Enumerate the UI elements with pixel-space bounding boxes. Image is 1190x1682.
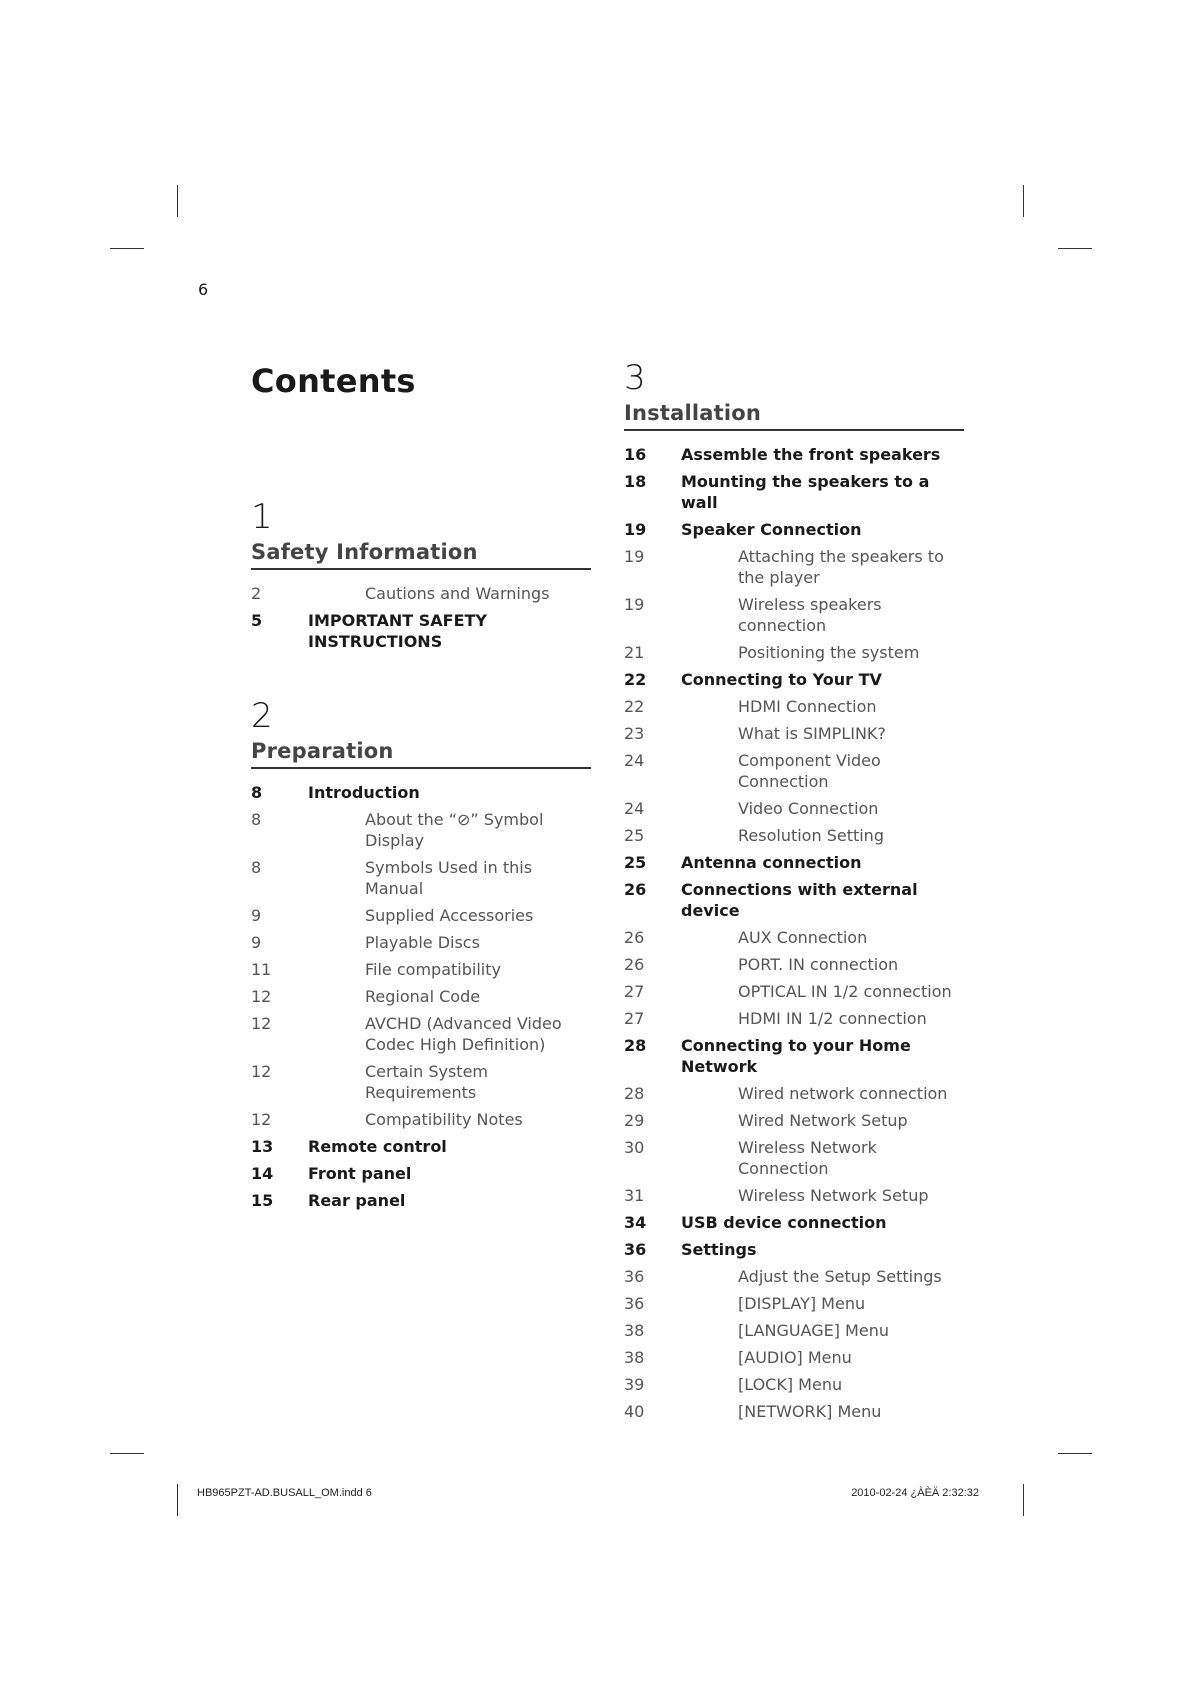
toc-list: [251, 782, 591, 1211]
toc-entry[interactable]: [624, 1347, 964, 1368]
toc-entry-text: Certain System Requirements: [365, 1062, 489, 1102]
toc-entry-text: Video Connection: [738, 799, 879, 818]
toc-page-number: 12: [251, 987, 272, 1006]
toc-entry-text: Compatibility Notes: [365, 1110, 523, 1129]
toc-entry-text: Attaching the speakers to the player: [738, 547, 944, 587]
toc-entry[interactable]: [624, 981, 964, 1002]
toc-entry[interactable]: [251, 1013, 591, 1055]
toc-entry-text: IMPORTANT SAFETY INSTRUCTIONS: [308, 611, 487, 651]
toc-page-number: 26: [624, 955, 645, 974]
toc-entry[interactable]: [624, 1083, 964, 1104]
toc-page-number: 2: [251, 584, 262, 603]
toc-entry[interactable]: [624, 546, 964, 588]
toc-entry[interactable]: [624, 1374, 964, 1395]
toc-page-number: 38: [624, 1348, 645, 1367]
toc-entry-text: Connecting to Your TV: [681, 670, 882, 689]
toc-page-number: 9: [251, 933, 262, 952]
section-number: 2: [251, 696, 273, 736]
toc-page-number: 39: [624, 1375, 645, 1394]
toc-entry[interactable]: [251, 583, 591, 604]
toc-entry-text: AVCHD (Advanced Video Codec High Definition): [365, 1014, 562, 1054]
toc-entry-text: Wireless speakers connection: [738, 595, 882, 635]
toc-page-number: 11: [251, 960, 272, 979]
toc-page-number: 19: [624, 520, 647, 539]
toc-entry-text: What is SIMPLINK?: [738, 724, 886, 743]
toc-page-number: 8: [251, 810, 262, 829]
toc-entry[interactable]: [624, 1212, 964, 1233]
toc-page-number: 40: [624, 1402, 645, 1421]
section-title: Preparation: [251, 738, 591, 769]
footer-file-info: HB965PZT-AD.BUSALL_OM.indd 6: [197, 1487, 372, 1499]
toc-entry[interactable]: [251, 932, 591, 953]
toc-entry[interactable]: [624, 750, 964, 792]
toc-entry[interactable]: [624, 798, 964, 819]
toc-entry-text: Regional Code: [365, 987, 481, 1006]
toc-entry-text: Speaker Connection: [681, 520, 862, 539]
toc-entry-text: Wired network connection: [738, 1084, 948, 1103]
toc-entry-text: Component Video Connection: [738, 751, 881, 791]
toc-entry[interactable]: [624, 723, 964, 744]
toc-page-number: 31: [624, 1186, 645, 1205]
toc-entry[interactable]: [624, 852, 964, 873]
crop-mark: [177, 1484, 178, 1516]
toc-list: [251, 583, 591, 652]
toc-page-number: 18: [624, 472, 647, 491]
toc-entry-text: Resolution Setting: [738, 826, 884, 845]
toc-entry[interactable]: [251, 782, 591, 803]
toc-page-number: 13: [251, 1137, 274, 1156]
toc-entry[interactable]: [624, 1266, 964, 1287]
toc-entry-text: Introduction: [308, 783, 420, 802]
section-number: 3: [624, 358, 646, 398]
toc-entry[interactable]: [251, 809, 591, 851]
toc-entry-text: HDMI Connection: [738, 697, 877, 716]
toc-page-number: 21: [624, 643, 645, 662]
crop-mark: [1058, 1453, 1092, 1454]
toc-entry[interactable]: [624, 1185, 964, 1206]
toc-page-number: 34: [624, 1213, 647, 1232]
toc-entry[interactable]: [624, 1008, 964, 1029]
crop-mark: [177, 185, 178, 217]
toc-entry-text: Mounting the speakers to a wall: [681, 472, 930, 512]
toc-entry-text: [LOCK] Menu: [738, 1375, 843, 1394]
toc-entry[interactable]: [624, 1293, 964, 1314]
toc-entry-text: Remote control: [308, 1137, 447, 1156]
toc-entry[interactable]: [624, 1320, 964, 1341]
toc-entry-text: Wired Network Setup: [738, 1111, 908, 1130]
toc-page-number: 29: [624, 1111, 645, 1130]
toc-page-number: 12: [251, 1110, 272, 1129]
toc-entry[interactable]: [251, 986, 591, 1007]
toc-entry-text: Cautions and Warnings: [365, 584, 550, 603]
toc-entry-text: [DISPLAY] Menu: [738, 1294, 866, 1313]
toc-entry-text: Front panel: [308, 1164, 412, 1183]
toc-page-number: 12: [251, 1062, 272, 1081]
toc-page-number: 15: [251, 1191, 274, 1210]
toc-entry[interactable]: [251, 1190, 591, 1211]
toc-entry-text: About the “⊘” Symbol Display: [365, 810, 544, 850]
toc-page-number: 26: [624, 880, 647, 899]
toc-entry-text: Connections with external device: [681, 880, 918, 920]
toc-page-number: 14: [251, 1164, 274, 1183]
toc-page-number: 9: [251, 906, 262, 925]
crop-mark: [1023, 185, 1024, 217]
toc-entry-text: File compatibility: [365, 960, 501, 979]
toc-entry[interactable]: [624, 519, 964, 540]
toc-section: [251, 497, 591, 652]
toc-column-right: [624, 358, 964, 1428]
toc-entry[interactable]: [624, 696, 964, 717]
toc-entry-text: Playable Discs: [365, 933, 480, 952]
toc-page-number: 16: [624, 445, 647, 464]
toc-entry[interactable]: [624, 879, 964, 921]
toc-entry-text: [LANGUAGE] Menu: [738, 1321, 889, 1340]
toc-page-number: 19: [624, 595, 645, 614]
toc-entry-text: Settings: [681, 1240, 757, 1259]
toc-entry-text: Connecting to your Home Network: [681, 1036, 911, 1076]
toc-page-number: 19: [624, 547, 645, 566]
toc-page-number: 25: [624, 853, 647, 872]
toc-entry[interactable]: [624, 927, 964, 948]
toc-entry[interactable]: [251, 959, 591, 980]
section-title: Installation: [624, 400, 964, 431]
toc-entry-text: [AUDIO] Menu: [738, 1348, 852, 1367]
toc-entry[interactable]: [251, 610, 591, 652]
toc-entry[interactable]: [624, 1110, 964, 1131]
toc-page-number: 25: [624, 826, 645, 845]
toc-entry-text: HDMI IN 1/2 connection: [738, 1009, 927, 1028]
toc-entry-text: Supplied Accessories: [365, 906, 534, 925]
crop-mark: [110, 1453, 144, 1454]
toc-entry[interactable]: [251, 1163, 591, 1184]
toc-entry[interactable]: [624, 1137, 964, 1179]
toc-page-number: 5: [251, 611, 263, 630]
toc-entry[interactable]: [624, 954, 964, 975]
toc-page-number: 22: [624, 670, 647, 689]
crop-mark: [1058, 248, 1092, 249]
section-title: Safety Information: [251, 539, 591, 570]
toc-entry[interactable]: [624, 825, 964, 846]
toc-entry[interactable]: [624, 1239, 964, 1260]
toc-page-number: 28: [624, 1036, 647, 1055]
toc-page-number: 27: [624, 1009, 645, 1028]
toc-entry[interactable]: [624, 642, 964, 663]
toc-list: [624, 444, 964, 1422]
toc-entry-text: OPTICAL IN 1/2 connection: [738, 982, 952, 1001]
toc-entry[interactable]: [624, 594, 964, 636]
toc-entry[interactable]: [251, 1136, 591, 1157]
toc-page-number: 12: [251, 1014, 272, 1033]
toc-page-number: 8: [251, 783, 263, 802]
toc-page-number: 36: [624, 1267, 645, 1286]
toc-entry[interactable]: [251, 1109, 591, 1130]
toc-entry[interactable]: [624, 1035, 964, 1077]
toc-entry-text: PORT. IN connection: [738, 955, 899, 974]
toc-page-number: 28: [624, 1084, 645, 1103]
toc-entry-text: Symbols Used in this Manual: [365, 858, 533, 898]
toc-entry-text: Assemble the front speakers: [681, 445, 941, 464]
toc-section: [624, 358, 964, 1422]
toc-entry-text: AUX Connection: [738, 928, 868, 947]
toc-page-number: 38: [624, 1321, 645, 1340]
toc-entry-text: Wireless Network Setup: [738, 1186, 929, 1205]
toc-entry[interactable]: [624, 669, 964, 690]
toc-column-left: [251, 497, 591, 1217]
toc-page-number: 36: [624, 1240, 647, 1259]
toc-page-number: 22: [624, 697, 645, 716]
toc-page-number: 26: [624, 928, 645, 947]
toc-page-number: 8: [251, 858, 262, 877]
toc-entry-text: USB device connection: [681, 1213, 887, 1232]
toc-entry-text: Wireless Network Connection: [738, 1138, 877, 1178]
toc-page-number: 24: [624, 751, 645, 770]
toc-page-number: 30: [624, 1138, 645, 1157]
toc-entry-text: [NETWORK] Menu: [738, 1402, 882, 1421]
toc-page-number: 36: [624, 1294, 645, 1313]
toc-entry-text: Antenna connection: [681, 853, 862, 872]
page-number: 6: [198, 280, 209, 299]
crop-mark: [1023, 1484, 1024, 1516]
footer-timestamp: 2010-02-24 ¿ÀÈÄ 2:32:32: [851, 1487, 979, 1499]
toc-entry[interactable]: [251, 1061, 591, 1103]
toc-section: [251, 696, 591, 1211]
page-title: Contents: [251, 362, 416, 400]
toc-entry-text: Adjust the Setup Settings: [738, 1267, 942, 1286]
toc-page-number: 23: [624, 724, 645, 743]
toc-entry[interactable]: [251, 905, 591, 926]
toc-page-number: 24: [624, 799, 645, 818]
toc-entry[interactable]: [624, 1401, 964, 1422]
toc-entry[interactable]: [624, 471, 964, 513]
toc-entry-text: Rear panel: [308, 1191, 406, 1210]
toc-entry[interactable]: [251, 857, 591, 899]
crop-mark: [110, 248, 144, 249]
toc-page-number: 27: [624, 982, 645, 1001]
toc-entry[interactable]: [624, 444, 964, 465]
section-number: 1: [251, 497, 273, 537]
toc-entry-text: Positioning the system: [738, 643, 920, 662]
